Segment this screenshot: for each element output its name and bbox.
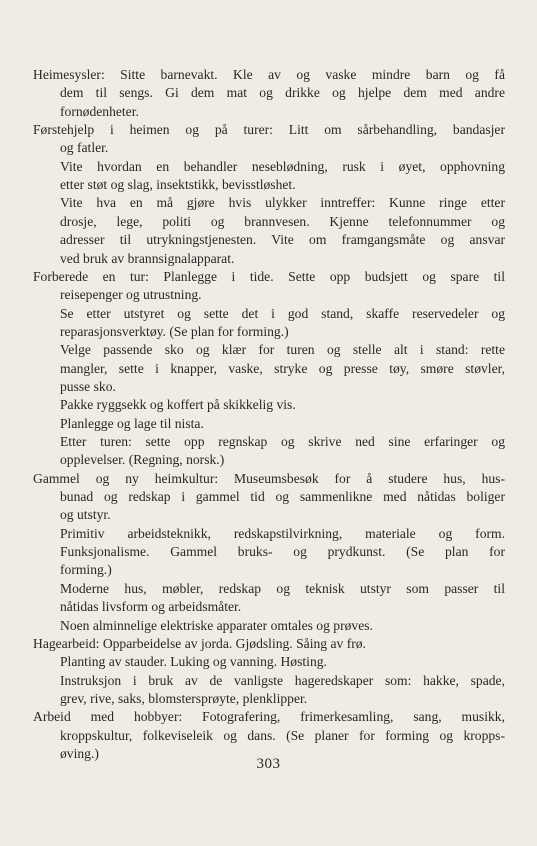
text-line: pusse sko.	[60, 378, 116, 394]
text-line: opplevelser. (Regning, norsk.)	[60, 452, 225, 468]
text-line: Pakke ryggsekk og koffert på skikkelig vis.	[60, 397, 296, 413]
text-line: Hagearbeid: Opparbeidelse av jorda. Gjødsling. Såing av frø.	[33, 635, 366, 651]
text-line: adresser til utrykningstjenesten. Vite om framgangsmåte og ansvar	[60, 232, 505, 248]
text-line: Førstehjelp i heimen og på turer: Litt om sårbehandling, bandasjer	[33, 122, 505, 138]
text-line: Primitiv arbeidsteknikk, redskapstilvirkning, materiale og form.	[60, 525, 505, 541]
text-line: øving.)	[60, 745, 99, 761]
text-line: Vite hvordan en behandler neseblødning, rusk i øyet, opphovning	[60, 158, 505, 174]
text-line: Moderne hus, møbler, redskap og teknisk utstyr som passer til	[60, 580, 505, 596]
text-line: Etter turen: sette opp regnskap og skrive ned sine erfaringer og	[60, 434, 505, 449]
text-line: nåtidas livsform og arbeidsmåter.	[60, 599, 242, 615]
text-line: Gammel og ny heimkultur: Museumsbesøk for å studere hus, hus-	[33, 470, 505, 486]
text-line: mangler, sette i knapper, vaske, stryke og presse tøy, smøre støvler,	[60, 360, 505, 376]
text-line: og utstyr.	[60, 507, 111, 523]
text-line: grev, rive, saks, blomstersprøyte, plenklipper.	[60, 690, 308, 706]
text-line: dem til sengs. Gi dem mat og drikke og hjelpe dem med andre	[60, 85, 505, 101]
text-line: Heimesysler: Sitte barnevakt. Kle av og vaske mindre barn og få	[33, 67, 505, 82]
text-line: Se etter utstyret og sette det i god stand, skaffe reservedeler og	[60, 305, 505, 321]
text-line: Forberede en tur: Planlegge i tide. Sette opp budsjett og spare til	[33, 268, 505, 284]
text-line: reisepenger og utrustning.	[60, 287, 202, 303]
text-line: Arbeid med hobbyer: Fotografering, frimerkesamling, sang, musikk,	[33, 709, 505, 725]
text-line: fornødenheter.	[60, 103, 139, 119]
text-line: etter støt og slag, insektstikk, bevisstløshet.	[60, 177, 296, 193]
text-line: drosje, lege, politi og brannvesen. Kjenne telefonnummer og	[60, 213, 505, 229]
text-line: Planting av stauder. Luking og vanning. Høsting.	[60, 654, 327, 670]
page-number: 303	[256, 756, 281, 772]
text-line: og fatler.	[60, 140, 109, 156]
text-line: Noen alminnelige elektriske apparater omtales og prøves.	[60, 617, 373, 633]
text-line: bunad og redskap i gammel tid og sammenlikne med nåtidas boliger	[60, 489, 505, 505]
text-line: Planlegge og lage til nista.	[60, 415, 204, 431]
text-line: reparasjonsverktøy. (Se plan for forming.)	[60, 323, 289, 339]
text-line: Vite hva en må gjøre hvis ulykker inntreffer: Kunne ringe etter	[60, 195, 505, 211]
text-line: kroppskultur, folkeviseleik og dans. (Se planer for forming og kropps-	[60, 727, 505, 743]
text-line: Funksjonalisme. Gammel bruks- og prydkunst. (Se plan for	[60, 544, 505, 560]
text-line: Velge passende sko og klær for turen og stelle alt i stand: rette	[60, 342, 505, 358]
text-line: forming.)	[60, 562, 112, 578]
text-line: ved bruk av brannsignalapparat.	[60, 250, 235, 266]
text-line: Instruksjon i bruk av de vanligste hageredskaper som: hakke, spade,	[60, 672, 505, 688]
